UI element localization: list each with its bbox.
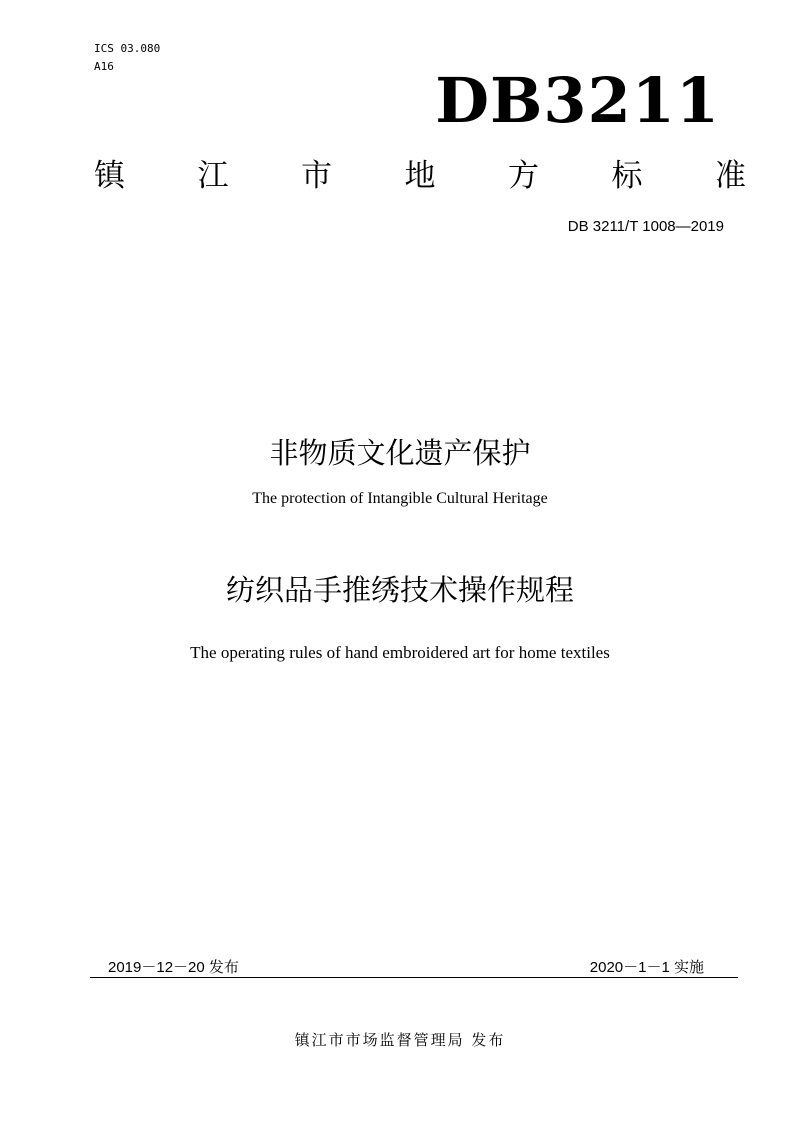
standard-type-char: 镇 [94,158,125,194]
horizontal-divider [90,977,738,978]
standard-number: DB 3211/T 1008—2019 [567,218,724,235]
ics-code: ICS 03.080 [94,42,161,55]
sub-title-en: The operating rules of hand embroidered art for home textiles [190,643,610,662]
implementation-date: 2020－1－1 实施 [589,959,704,976]
main-title-en: The protection of Intangible Cultural Heritage [252,490,548,507]
standard-type-char: 标 [611,158,643,194]
standard-code-heading: DB3211 [435,64,720,137]
main-title-cn: 非物质文化遗产保护 [269,436,531,470]
issuer-line: 镇江市市场监督管理局 发布 [294,1031,506,1049]
sub-title-cn: 纺织品手推绣技术操作规程 [225,573,574,607]
standard-type-char: 方 [508,158,539,194]
standard-type-title [94,157,746,195]
issue-date: 2019－12－20 发布 [108,959,239,976]
standard-type-char: 市 [301,158,332,194]
standard-type-char: 地 [404,158,436,194]
standard-type-char: 江 [197,158,229,194]
ccs-code: A16 [94,60,114,73]
standard-type-char: 准 [715,158,746,194]
date-row [90,958,738,978]
